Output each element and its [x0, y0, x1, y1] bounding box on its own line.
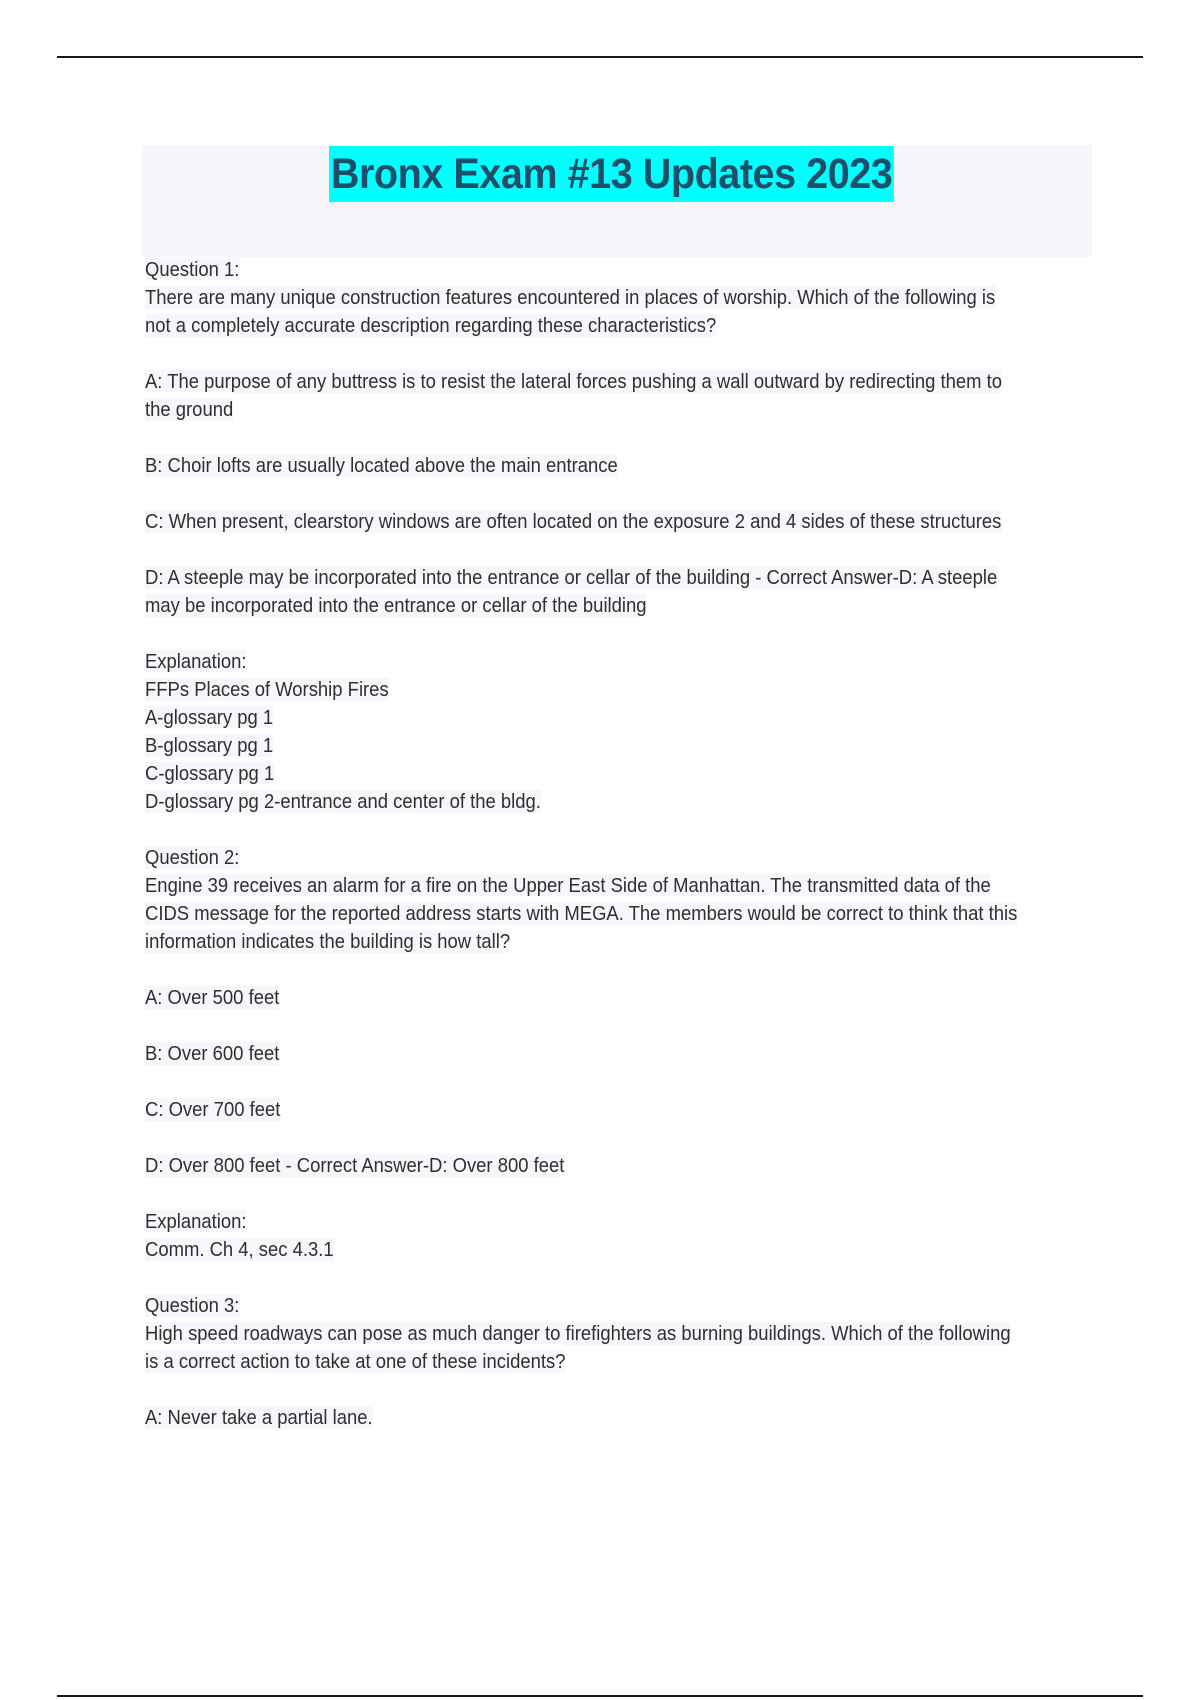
- spacer: [145, 340, 1095, 368]
- explanation-line-text: D-glossary pg 2-entrance and center of the bldg.: [145, 790, 541, 813]
- answer-option-line-text: A: Never take a partial lane.: [145, 1406, 373, 1429]
- answer-option-line-text: B: Over 600 feet: [145, 1042, 280, 1065]
- question-prompt-line-text: is a correct action to take at one of these incidents?: [145, 1350, 566, 1373]
- question-label: [145, 256, 1000, 284]
- question-label-text: Question 2:: [145, 846, 240, 869]
- question-label-text: Question 3:: [145, 1294, 240, 1317]
- explanation-line: [145, 676, 1000, 704]
- answer-option-line: [145, 984, 1000, 1012]
- answer-option-line-text: the ground: [145, 398, 234, 421]
- explanation-line: [145, 1236, 1000, 1264]
- spacer: [145, 620, 1095, 648]
- explanation-line-text: FFPs Places of Worship Fires: [145, 678, 389, 701]
- explanation-label-text: Explanation:: [145, 650, 247, 673]
- top-rule: [57, 56, 1143, 58]
- question-prompt-line: [145, 312, 1000, 340]
- spacer: [145, 956, 1095, 984]
- answer-option-line: [145, 1040, 1000, 1068]
- question-prompt-line: [145, 1320, 1011, 1348]
- answer-option-line-text: D: A steeple may be incorporated into the entrance or cellar of the building - Correct Answer-D: A steeple: [145, 566, 998, 589]
- explanation-line: [145, 732, 1000, 760]
- page-title: Bronx Exam #13 Updates 2023: [329, 146, 894, 202]
- question-prompt-line-text: CIDS message for the reported address starts with MEGA. The members would be correct to think that this: [145, 902, 1018, 925]
- question-prompt-line: [145, 928, 1000, 956]
- document-body: [145, 256, 1095, 1432]
- question-prompt-line-text: Engine 39 receives an alarm for a fire on the Upper East Side of Manhattan. The transmitted data of the: [145, 874, 991, 897]
- answer-option-line-text: C: Over 700 feet: [145, 1098, 281, 1121]
- answer-option-line: [145, 1404, 1000, 1432]
- question-label: [145, 1292, 1000, 1320]
- explanation-line: [145, 788, 1000, 816]
- spacer: [145, 1124, 1095, 1152]
- spacer: [145, 536, 1095, 564]
- explanation-line-text: A-glossary pg 1: [145, 706, 274, 729]
- question-prompt-line-text: not a completely accurate description regarding these characteristics?: [145, 314, 717, 337]
- answer-option-line: [145, 396, 1000, 424]
- question-prompt-line: [145, 1348, 1000, 1376]
- spacer: [145, 1376, 1095, 1404]
- answer-option-line: [145, 592, 1000, 620]
- question-prompt-line: [145, 284, 1000, 312]
- spacer: [145, 816, 1095, 844]
- answer-option-line-text: C: When present, clearstory windows are often located on the exposure 2 and 4 sides of these structures: [145, 510, 1002, 533]
- answer-option-line-text: D: Over 800 feet - Correct Answer-D: Over 800 feet: [145, 1154, 565, 1177]
- explanation-label-text: Explanation:: [145, 1210, 247, 1233]
- answer-option-line: [145, 1096, 1000, 1124]
- question-prompt-line-text: High speed roadways can pose as much danger to firefighters as burning buildings. Which of the following: [145, 1322, 1011, 1345]
- question-prompt-line-text: There are many unique construction features encountered in places of worship. Which of the following is: [145, 286, 996, 309]
- answer-option-line: [145, 368, 1003, 396]
- explanation-line: [145, 704, 1000, 732]
- answer-option-line-text: B: Choir lofts are usually located above the main entrance: [145, 454, 618, 477]
- question-prompt-line: [145, 872, 1000, 900]
- spacer: [145, 1012, 1095, 1040]
- spacer: [145, 1264, 1095, 1292]
- explanation-line-text: C-glossary pg 1: [145, 762, 275, 785]
- question-prompt-line: [145, 900, 1018, 928]
- spacer: [145, 424, 1095, 452]
- spacer: [145, 1180, 1095, 1208]
- explanation-line-text: Comm. Ch 4, sec 4.3.1: [145, 1238, 334, 1261]
- explanation-line: [145, 760, 1000, 788]
- question-prompt-line-text: information indicates the building is how tall?: [145, 930, 511, 953]
- question-label-text: Question 1:: [145, 258, 240, 281]
- question-label: [145, 844, 1000, 872]
- answer-option-line: [145, 564, 1000, 592]
- answer-option-line-text: A: Over 500 feet: [145, 986, 280, 1009]
- answer-option-line-text: may be incorporated into the entrance or cellar of the building: [145, 594, 647, 617]
- spacer: [145, 480, 1095, 508]
- answer-option-line-text: A: The purpose of any buttress is to resist the lateral forces pushing a wall outward by redirecting them to: [145, 370, 1003, 393]
- bottom-rule: [57, 1695, 1143, 1697]
- answer-option-line: [145, 1152, 1000, 1180]
- explanation-label: [145, 1208, 1000, 1236]
- spacer: [145, 1068, 1095, 1096]
- explanation-label: [145, 648, 1000, 676]
- answer-option-line: [145, 508, 1000, 536]
- explanation-line-text: B-glossary pg 1: [145, 734, 274, 757]
- answer-option-line: [145, 452, 1000, 480]
